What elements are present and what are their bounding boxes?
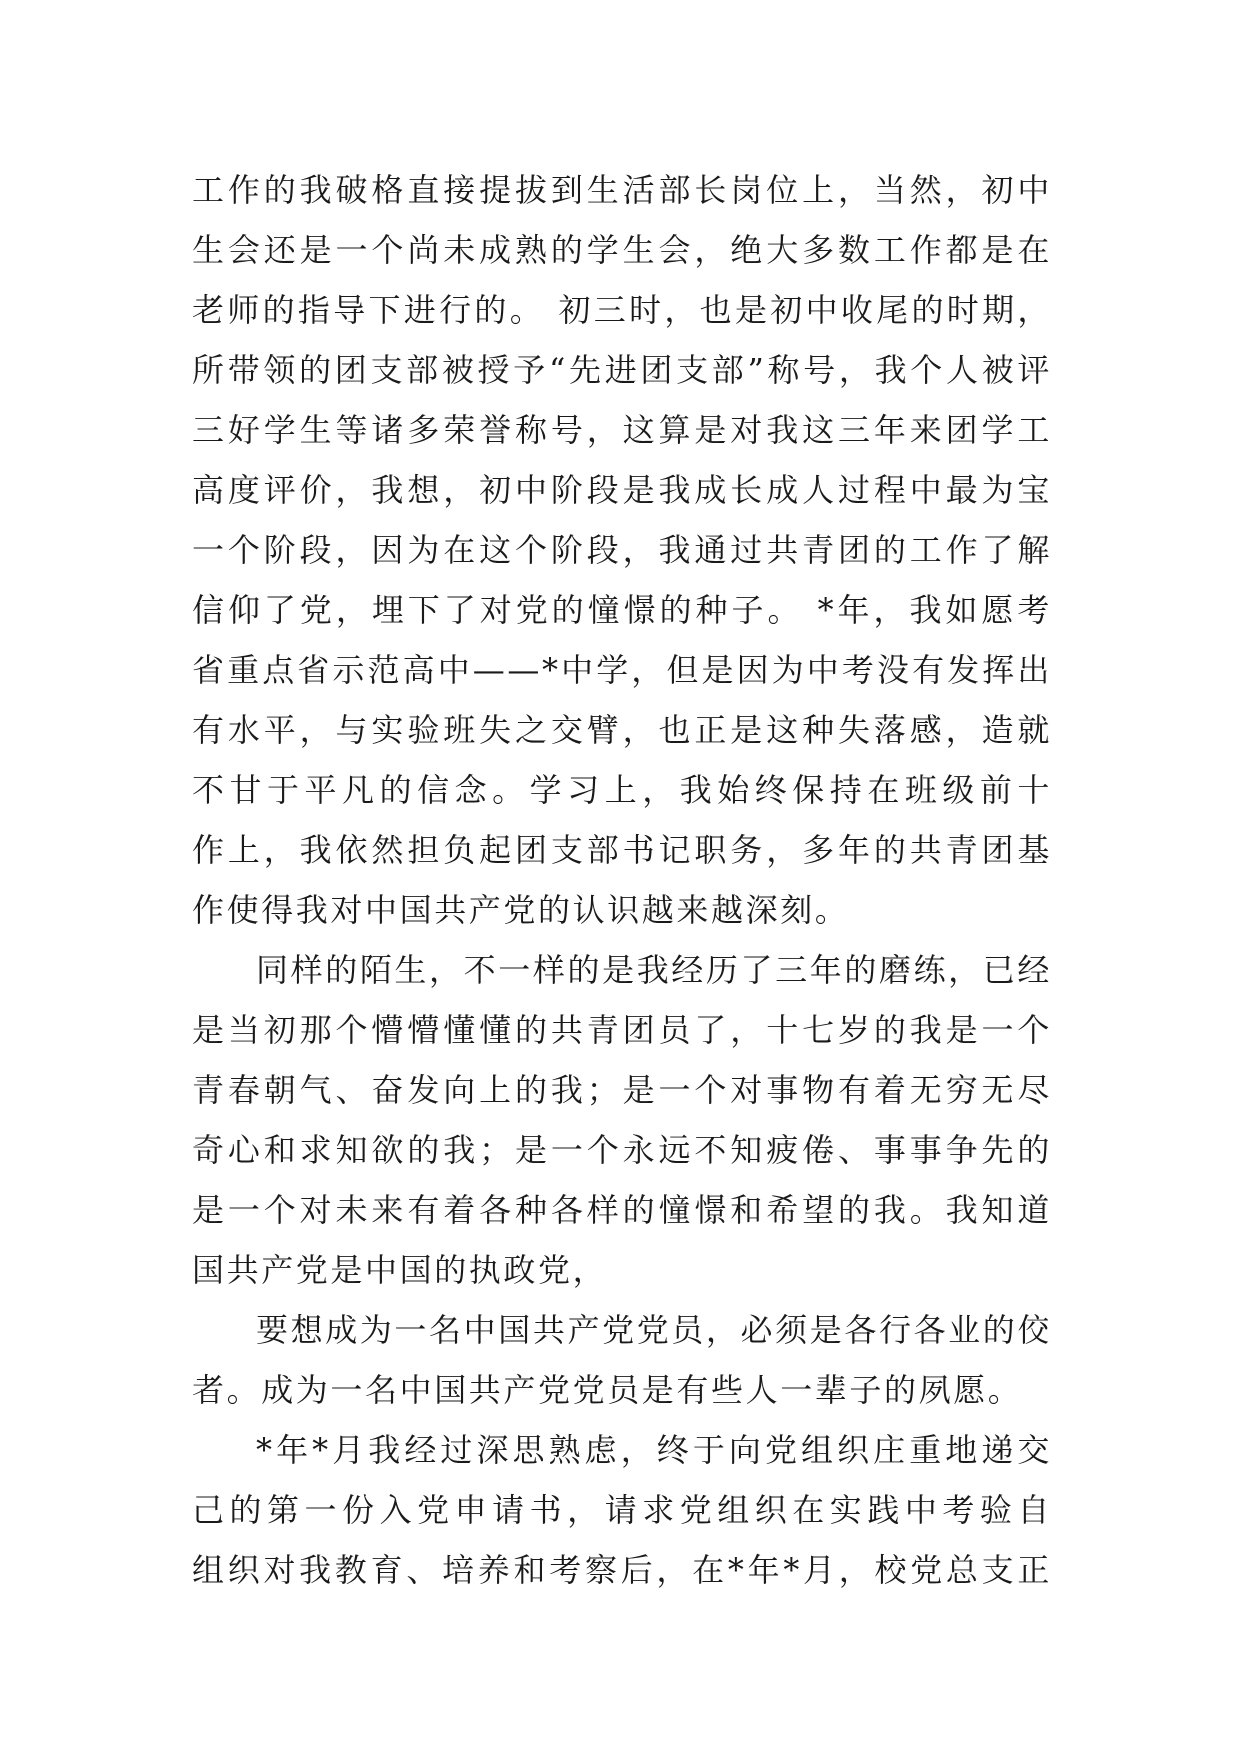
document-body (192, 160, 1052, 1600)
text-line: 省重点省示范高中——*中学，但是因为中考没有发挥出 (192, 651, 1052, 689)
text-line: 青春朝气、奋发向上的我；是一个对事物有着无穷无尽 (192, 1071, 1052, 1109)
text-line: 同样的陌生，不一样的是我经历了三年的磨练，已经 (256, 951, 1052, 989)
paragraph-1 (192, 160, 1052, 940)
text-line: 作上，我依然担负起团支部书记职务，多年的共青团基 (192, 831, 1052, 869)
paragraph-3 (192, 1300, 1052, 1420)
text-line: 工作的我破格直接提拔到生活部长岗位上，当然，初中 (192, 171, 1052, 209)
text-line: 是一个对未来有着各种各样的憧憬和希望的我。我知道 (192, 1191, 1052, 1229)
paragraph-4 (192, 1420, 1052, 1600)
text-line: 要想成为一名中国共产党党员，必须是各行各业的佼 (256, 1311, 1052, 1349)
text-line: 三好学生等诸多荣誉称号，这算是对我这三年来团学工 (192, 411, 1052, 449)
text-line: 一个阶段，因为在这个阶段，我通过共青团的工作了解 (192, 531, 1052, 569)
text-line: 老师的指导下进行的。 初三时，也是初中收尾的时期， (192, 291, 1052, 329)
text-line: 所带领的团支部被授予“先进团支部”称号，我个人被评 (192, 351, 1052, 389)
text-line: 高度评价，我想，初中阶段是我成长成人过程中最为宝 (192, 471, 1052, 509)
text-line: 者。成为一名中国共产党党员是有些人一辈子的夙愿。 (192, 1371, 1023, 1409)
paragraph-2 (192, 940, 1052, 1300)
text-line: 己的第一份入党申请书，请求党组织在实践中考验自 (192, 1491, 1052, 1529)
text-line: 国共产党是中国的执政党， (192, 1251, 608, 1289)
text-line: 有水平，与实验班失之交臂，也正是这种失落感，造就 (192, 711, 1052, 749)
text-line: 奇心和求知欲的我；是一个永远不知疲倦、事事争先的 (192, 1131, 1052, 1169)
text-line: 信仰了党，埋下了对党的憧憬的种子。 *年，我如愿考 (192, 591, 1052, 629)
text-line: *年*月我经过深思熟虑，终于向党组织庄重地递交 (256, 1431, 1052, 1469)
text-line: 生会还是一个尚未成熟的学生会，绝大多数工作都是在 (192, 231, 1052, 269)
text-line: 作使得我对中国共产党的认识越来越深刻。 (192, 891, 850, 929)
text-line: 不甘于平凡的信念。学习上，我始终保持在班级前十 (192, 771, 1052, 809)
text-line: 组织对我教育、培养和考察后，在*年*月，校党总支正 (192, 1551, 1052, 1589)
text-line: 是当初那个懵懵懂懂的共青团员了，十七岁的我是一个 (192, 1011, 1052, 1049)
